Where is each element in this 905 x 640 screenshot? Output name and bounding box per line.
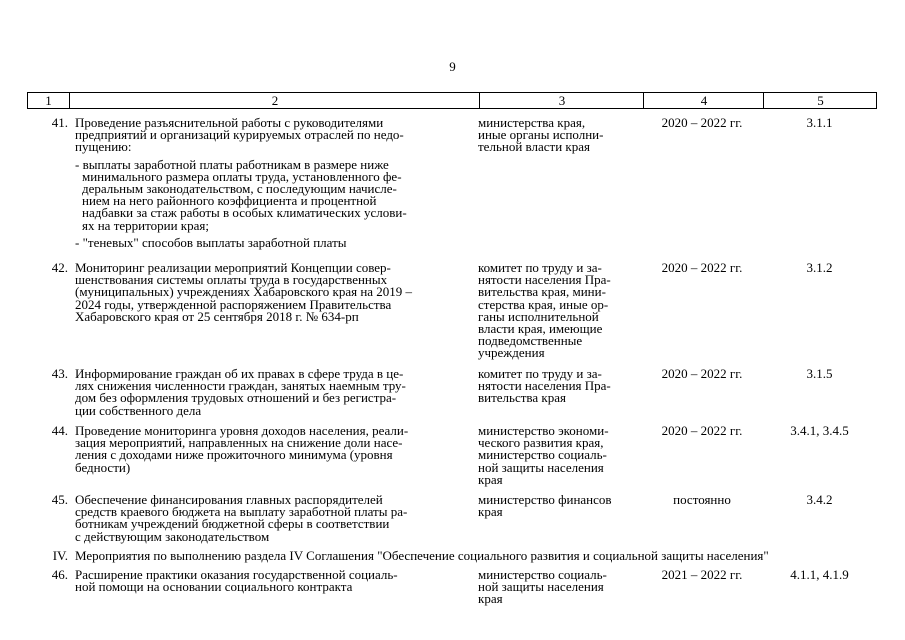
row-code: 3.4.2: [806, 492, 833, 507]
section-title: Мероприятия по выполнению раздела IV Соглашения "Обеспечение социального развития и социальной защиты населения": [75, 548, 769, 563]
row-code: 3.4.1, 3.4.5: [790, 423, 849, 438]
row-responsible: министерство финансов края: [478, 492, 612, 520]
row-number: 42.: [51, 260, 68, 275]
row-period: 2020 – 2022 гг.: [661, 366, 743, 381]
row-period: 2020 – 2022 гг.: [661, 115, 743, 130]
row-code: 3.1.1: [806, 115, 833, 130]
row-description: [75, 117, 470, 249]
row-period: 2020 – 2022 гг.: [661, 260, 743, 275]
header-col-3: 3: [479, 93, 644, 108]
row-period: постоянно: [673, 492, 731, 507]
row-description: Обеспечение финансирования главных распорядителей средств краевого бюджета на выплату заработной платы ра- ботникам учреждений бюджетной сферы в соответствии с действующим законодательством: [75, 492, 408, 544]
row-period: 2020 – 2022 гг.: [661, 423, 743, 438]
row-code: 4.1.1, 4.1.9: [790, 567, 849, 582]
desc-line: пущению:: [75, 139, 132, 155]
desc-sub-item: - "теневых" способов выплаты заработной платы: [75, 234, 347, 250]
row-responsible: министерство экономи- ческого развития края, министерство социаль- ной защиты населения края: [478, 423, 609, 487]
page-number: 9: [449, 59, 456, 74]
row-responsible: комитет по труду и за- нятости населения Пра- вительства края, мини- стерства края, иные ор- ганы исполнительной власти края, имеющие подведомственные учреждения: [478, 260, 611, 361]
row-number: 46.: [51, 567, 68, 582]
desc-sub-item: - выплаты заработной платы работникам в размере ниже минимального размера оплаты труда, установленного фе- деральным законодательством, с последующим начисле- нием на него районного коэффициента и процентной надбавки за стаж работы в особых климатических услови- ях на территории края;: [75, 156, 407, 233]
row-responsible: министерство социаль- ной защиты населения края: [478, 567, 607, 607]
header-col-4: 4: [643, 93, 764, 108]
header-col-1: 1: [45, 93, 52, 108]
row-number: 45.: [51, 492, 68, 507]
section-number: IV.: [52, 548, 68, 563]
row-number: 41.: [51, 115, 68, 130]
row-responsible: министерства края, иные органы исполни- тельной власти края: [478, 115, 604, 155]
row-code: 3.1.5: [806, 366, 833, 381]
row-responsible: комитет по труду и за- нятости населения Пра- вительства края: [478, 366, 611, 406]
table-header: [27, 92, 877, 109]
row-period: 2021 – 2022 гг.: [661, 567, 743, 582]
row-description: Проведение мониторинга уровня доходов населения, реали- зация мероприятий, направленных на снижение доли насе- ления с доходами ниже прожиточного минимума (уровня бедности): [75, 423, 409, 475]
row-code: 3.1.2: [806, 260, 833, 275]
row-description: Мониторинг реализации мероприятий Концепции совер- шенствования системы оплаты труда в государственных (муниципальных) учреждениях Хабаровского края на 2019 – 2024 годы, утвержденной распоряжением Правительства Хабаровского края от 25 сентября 2018 г. № 634-рп: [75, 260, 413, 324]
desc-line: Проведение разъяснительной работы с руководителями: [75, 115, 384, 130]
row-number: 43.: [51, 366, 68, 381]
header-col-2: 2: [69, 93, 480, 108]
row-description: Расширение практики оказания государственной социаль- ной помощи на основании социального контракта: [75, 567, 398, 595]
row-number: 44.: [51, 423, 68, 438]
desc-line: предприятий и организаций курируемых отраслей по недо-: [75, 127, 404, 143]
row-description: Информирование граждан об их правах в сфере труда в це- лях снижения численности граждан, занятых наемным тру- дом без оформления трудовых отношений и без регистра- ции собственного дела: [75, 366, 406, 418]
header-col-5: 5: [763, 93, 877, 108]
